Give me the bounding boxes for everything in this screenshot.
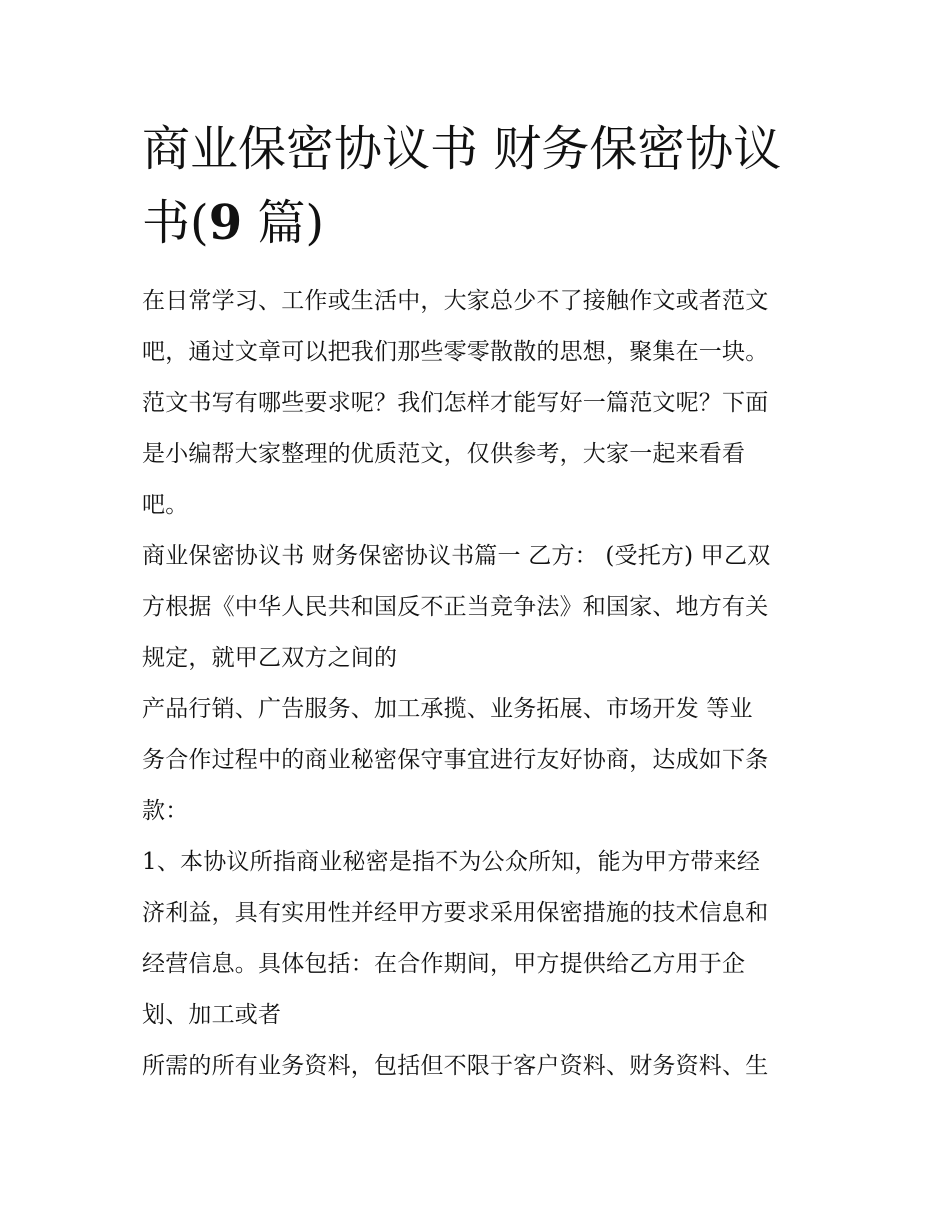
document-title — [142, 112, 822, 260]
body-line: 吧，通过文章可以把我们那些零零散散的思想，聚集在一块。 — [142, 339, 769, 365]
body-line: 吧。 — [142, 492, 189, 518]
title-line-1: 商业保密协议书 财务保密协议 — [142, 121, 782, 177]
title-line-2-number: 9 — [208, 195, 243, 251]
body-line: 方根据《中华人民共和国反不正当竞争法》和国家、地方有关 — [142, 594, 769, 620]
document-body — [142, 276, 822, 1092]
body-line: 是小编帮大家整理的优质范文，仅供参考，大家一起来看看 — [142, 441, 746, 467]
body-line: 务合作过程中的商业秘密保守事宜进行友好协商，达成如下条 — [142, 747, 769, 773]
body-line: 经营信息。具体包括：在合作期间，甲方提供给乙方用于企 — [142, 951, 746, 977]
body-line: 商业保密协议书 财务保密协议书篇一 乙方： (受托方) 甲乙双 — [142, 543, 771, 569]
body-line: 款： — [142, 798, 189, 824]
body-line: 规定，就甲乙双方之间的 — [142, 645, 398, 671]
body-line: 划、加工或者 — [142, 1002, 282, 1028]
body-line: 1、本协议所指商业秘密是指不为公众所知，能为甲方带来经 — [142, 849, 761, 875]
body-line: 在日常学习、工作或生活中，大家总少不了接触作文或者范文 — [142, 288, 769, 314]
body-line: 产品行销、广告服务、加工承揽、业务拓展、市场开发 等业 — [142, 696, 753, 722]
title-line-2-suffix: 篇) — [242, 195, 325, 251]
body-line: 所需的所有业务资料，包括但不限于客户资料、财务资料、生 — [142, 1053, 769, 1079]
body-line: 济利益，具有实用性并经甲方要求采用保密措施的技术信息和 — [142, 900, 769, 926]
title-line-2-prefix: 书( — [142, 195, 209, 251]
body-line: 范文书写有哪些要求呢？我们怎样才能写好一篇范文呢？下面 — [142, 390, 769, 416]
